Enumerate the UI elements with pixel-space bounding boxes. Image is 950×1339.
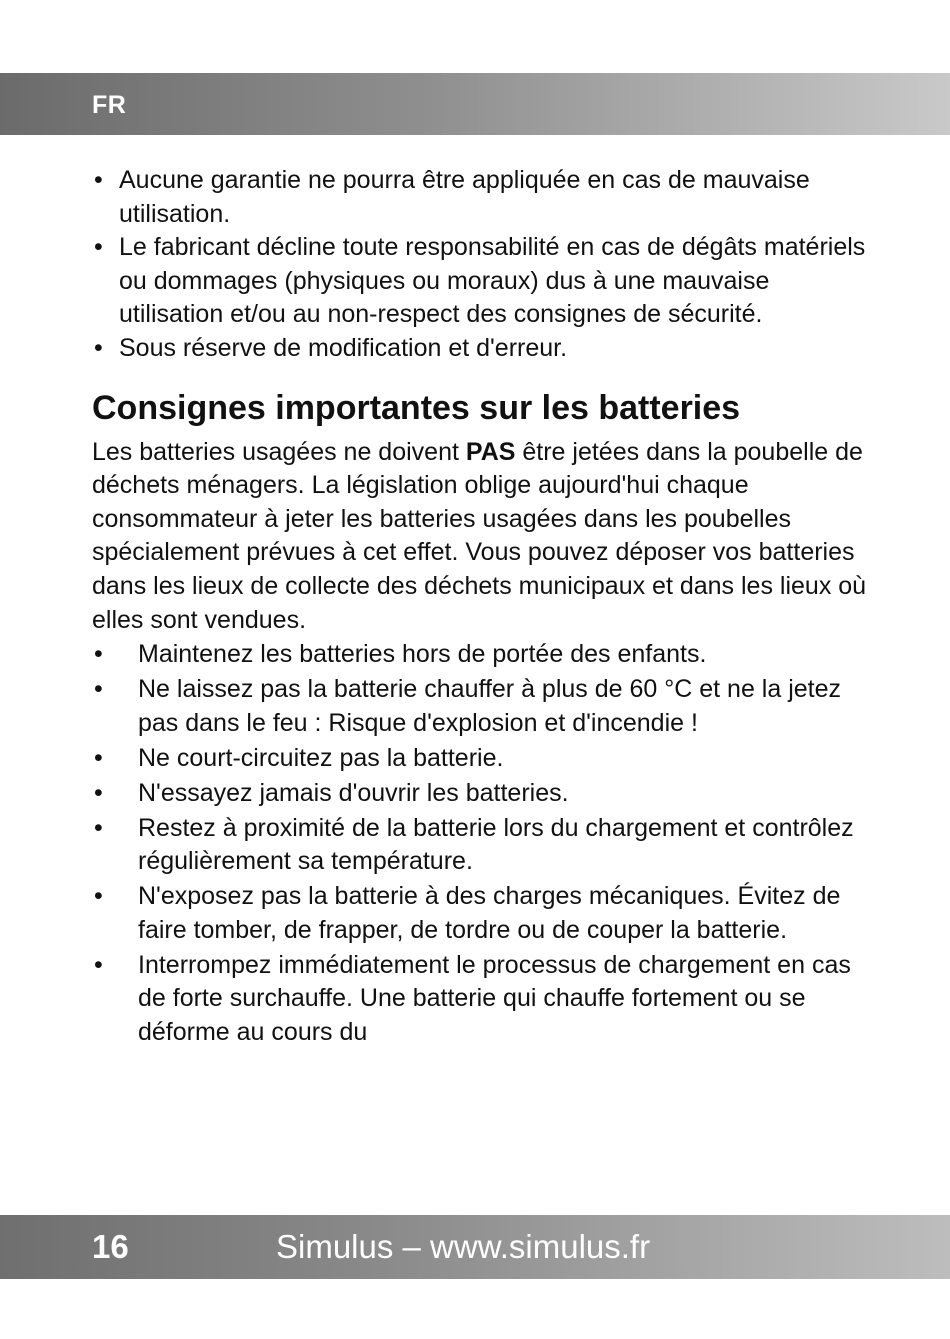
- bullet-icon: •: [94, 813, 103, 842]
- bullet-icon: •: [94, 333, 103, 362]
- header-band: [0, 73, 950, 135]
- list-item: • Sous réserve de modification et d'erreur.: [92, 332, 872, 366]
- list-item: • Interrompez immédiatement le processus de chargement en cas de forte surchauffe. Une batterie qui chauffe fortement ou se déforme au cours du: [94, 950, 851, 1046]
- footer-band: [0, 1215, 950, 1279]
- emphasis: PAS: [465, 437, 516, 466]
- bullet-icon: •: [94, 233, 103, 262]
- page-content: [92, 164, 872, 1051]
- footer-text: Simulus – www.simulus.fr: [276, 1228, 651, 1265]
- bullet-icon: •: [94, 778, 103, 807]
- page-number: 16: [92, 1228, 129, 1265]
- bullet-icon: •: [94, 640, 103, 669]
- intro-bullet-list: [92, 164, 872, 366]
- list-item: • N'essayez jamais d'ouvrir les batteries.: [92, 777, 872, 811]
- bullet-icon: •: [94, 882, 103, 911]
- list-item: • Le fabricant décline toute responsabilité en cas de dégâts matériels ou dommages (physiques ou moraux) dus à une mauvaise utilisation et/ou au non-respect des consignes de sécurité.: [94, 233, 866, 329]
- list-item: • Restez à proximité de la batterie lors du chargement et contrôlez régulièrement sa température.: [94, 813, 854, 876]
- section-title: Consignes importantes sur les batteries: [92, 388, 741, 427]
- section-paragraph: Les batteries usagées ne doivent PAS être jetées dans la poubelle de déchets ménagers. La législation oblige aujourd'hui chaque consommateur à jeter les batteries usagées dans les poubelles spécialement prévues à cet effet. Vous pouvez déposer vos batteries dans les lieux de collecte des déchets municipaux et dans les lieux où elles sont vendues.: [92, 437, 867, 634]
- list-item: • N'exposez pas la batterie à des charges mécaniques. Évitez de faire tomber, de frapper, de tordre ou de couper la batterie.: [94, 882, 841, 944]
- language-label: FR: [92, 91, 127, 119]
- list-item: • Maintenez les batteries hors de portée des enfants.: [92, 638, 872, 672]
- bullet-icon: •: [94, 166, 103, 194]
- bullet-icon: •: [94, 950, 103, 979]
- list-item: • Aucune garantie ne pourra être appliquée en cas de mauvaise utilisation.: [94, 166, 810, 228]
- list-item: • Ne court-circuitez pas la batterie.: [92, 742, 872, 776]
- list-item: • Ne laissez pas la batterie chauffer à plus de 60 °C et ne la jetez pas dans le feu : Risque d'explosion et d'incendie !: [94, 675, 842, 737]
- bullet-icon: •: [94, 675, 103, 704]
- bullet-icon: •: [94, 743, 103, 772]
- battery-bullet-list: [92, 638, 872, 1049]
